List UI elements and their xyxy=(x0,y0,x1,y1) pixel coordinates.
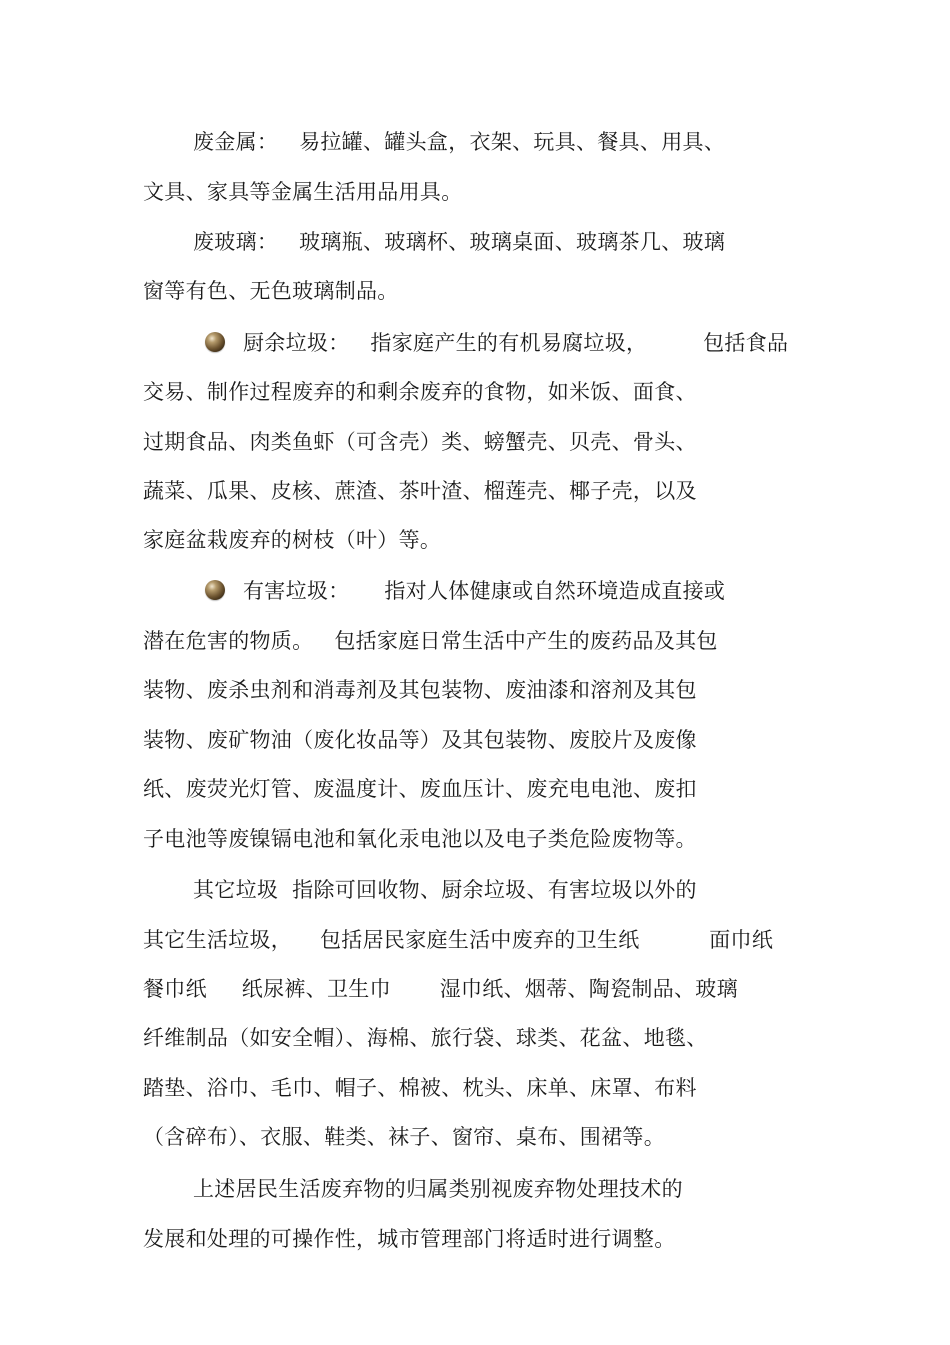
other-line-2: 其它生活垃圾， 包括居民家庭生活中废弃的卫生纸 面巾纸 xyxy=(143,928,774,952)
other-line-5: 踏垫、浴巾、毛巾、帽子、棉被、枕头、床单、床罩、布料 xyxy=(143,1076,697,1100)
bronze-sphere-bullet-icon xyxy=(205,580,225,600)
kitchen-line-2: 交易、制作过程废弃的和剩余废弃的食物，如米饭、面食、 xyxy=(143,380,697,404)
glass-line-1: 废玻璃： 玻璃瓶、玻璃杯、玻璃桌面、玻璃茶几、玻璃 xyxy=(193,230,726,254)
hazardous-line-5: 纸、废荧光灯管、废温度计、废血压计、废充电电池、废扣 xyxy=(143,777,697,801)
kitchen-line-5: 家庭盆栽废弃的树枝（叶）等。 xyxy=(143,528,442,552)
hazardous-line-4: 装物、废矿物油（废化妆品等）及其包装物、废胶片及废像 xyxy=(143,728,697,752)
glass-line-2: 窗等有色、无色玻璃制品。 xyxy=(143,279,399,303)
other-line-3: 餐巾纸 纸尿裤、卫生巾 湿巾纸、烟蒂、陶瓷制品、玻璃 xyxy=(143,977,738,1001)
hazardous-line-3: 装物、废杀虫剂和消毒剂及其包装物、废油漆和溶剂及其包 xyxy=(143,678,697,702)
hazardous-line-2: 潜在危害的物质。 包括家庭日常生活中产生的废药品及其包 xyxy=(143,629,718,653)
closing-line-1: 上述居民生活废弃物的归属类别视废弃物处理技术的 xyxy=(193,1177,683,1201)
kitchen-line-3: 过期食品、肉类鱼虾（可含壳）类、螃蟹壳、贝壳、骨头、 xyxy=(143,430,697,454)
hazardous-line-6: 子电池等废镍镉电池和氧化汞电池以及电子类危险废物等。 xyxy=(143,827,697,851)
hazardous-line-1: 有害垃圾： 指对人体健康或自然环境造成直接或 xyxy=(243,579,726,603)
metal-line-1: 废金属： 易拉罐、罐头盒，衣架、玩具、餐具、用具、 xyxy=(193,130,726,154)
other-line-4: 纤维制品（如安全帽）、海棉、旅行袋、球类、花盆、地毯、 xyxy=(143,1026,708,1050)
kitchen-line-1: 厨余垃圾： 指家庭产生的有机易腐垃圾， 包括食品 xyxy=(243,331,789,355)
other-line-6: （含碎布）、衣服、鞋类、袜子、窗帘、桌布、围裙等。 xyxy=(143,1125,665,1149)
other-line-1: 其它垃圾 指除可回收物、厨余垃圾、有害垃圾以外的 xyxy=(193,878,697,902)
kitchen-line-4: 蔬菜、瓜果、皮核、蔗渣、茶叶渣、榴莲壳、椰子壳，以及 xyxy=(143,479,697,503)
closing-line-2: 发展和处理的可操作性，城市管理部门将适时进行调整。 xyxy=(143,1227,676,1251)
bronze-sphere-bullet-icon xyxy=(205,332,225,352)
metal-line-2: 文具、家具等金属生活用品用具。 xyxy=(143,180,463,204)
